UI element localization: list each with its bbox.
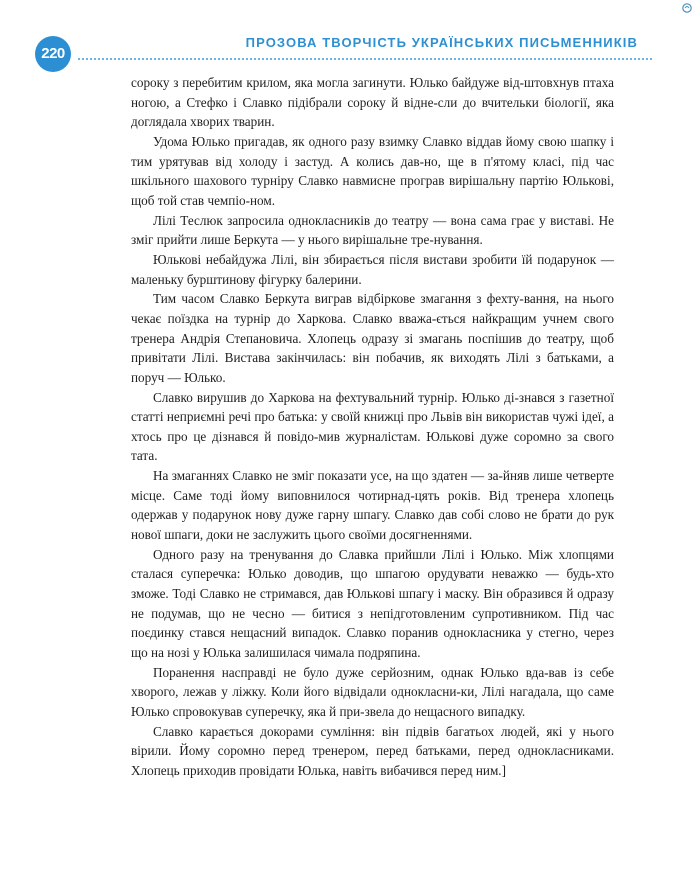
- paragraph: Лілі Теслюк запросила однокласників до театру — вона сама грає у виставі. Не зміг прийти лише Беркута — у нього вирішальне тре-нування.: [131, 212, 614, 248]
- running-title: ПРОЗОВА ТВОРЧІСТЬ УКРАЇНСЬКИХ ПИСЬМЕННИКІВ: [245, 35, 638, 50]
- main-text: [131, 73, 614, 781]
- paragraph: Юлькові небайдужа Лілі, він збирається після вистави зробити їй подарунок — маленьку бурштинову фігурку балерини.: [131, 251, 614, 287]
- page-header: [0, 0, 700, 80]
- page-number-badge: 220: [35, 36, 71, 72]
- paragraph: Удома Юлько пригадав, як одного разу взимку Славко віддав йому свою шапку і тим урятував від холоду і застуд. А колись дав-но, ще в п'ятому класі, під час шкільного шахового турніру Славко навмисне програв вирішальну партію Юлькові, щоб той став чемпіо-ном.: [131, 133, 614, 208]
- paragraph: На змаганнях Славко не зміг показати усе, на що здатен — за-йняв лише четверте місце. Саме тоді йому виповнилося чотирнад-цять років. Від тренера хлопець одержав у подарунок нову дуже гарну шпагу. Славко дав собі слово не брати до рук нової шпаги, доки не заслужить цього своїми досягненнями.: [131, 468, 614, 543]
- paragraph: Славко карається докорами сумління: він підвів багатьох людей, які у нього вірили. Йому соромно перед тренером, перед батьками, перед однокласниками. Хлопець приходив провідати Юлька, навіть вибачився перед ним.]: [131, 723, 614, 778]
- paragraph: сороку з перебитим крилом, яка могла загинути. Юлько байдуже від-штовхнув птаха ногою, а Стефко і Славко підібрали сороку й відне-сли до вчительки біології, яка доглядала хворих тварин.: [131, 75, 614, 130]
- paragraph: Поранення насправді не було дуже серйозним, однак Юлько вда-вав із себе хворого, лежав у ліжку. Коли його відвідали однокласни-ки, Лілі нагадала, що саме Юлько спровокував суперечку, яка й при-звела до нещасного випадку.: [131, 664, 614, 719]
- paragraph: Одного разу на тренування до Славка прийшли Лілі і Юлько. Між хлопцями сталася суперечка: Юлько доводив, що шпагою орудувати неважко — будь-хто зможе. Тоді Славко не стримався, дав Юлькові шпагу і маску. Він образився й одразу не подумав, що не чесно — битися з непідготовленим супротивником. Під час поєдинку стався нещасний випадок. Славко поранив однокласника у стегно, через що на нозі у Юлька залишилася чимала подряпина.: [131, 546, 614, 661]
- paragraph: Тим часом Славко Беркута виграв відбіркове змагання з фехту-вання, на нього чекає поїздка на турнір до Харкова. Славко вважа-ється найкращим учнем свого тренера Андрія Степановича. Хлопець одразу зі змагань поспішив до театру, щоб привітати Лілі. Вистава закінчилась: він побачив, як виходять Лілі з батьками, а поруч — Юлько.: [131, 291, 614, 385]
- paragraph: Славко вирушив до Харкова на фехтувальний турнір. Юлько ді-знався з газетної статті неприємні речі про батька: у своїй книжці про Львів він використав чужі ідеї, а хтось про це дізнався й повідо-мив журналістам. Юлькові дуже соромно за свого тата.: [131, 389, 614, 464]
- header-divider: [78, 58, 652, 60]
